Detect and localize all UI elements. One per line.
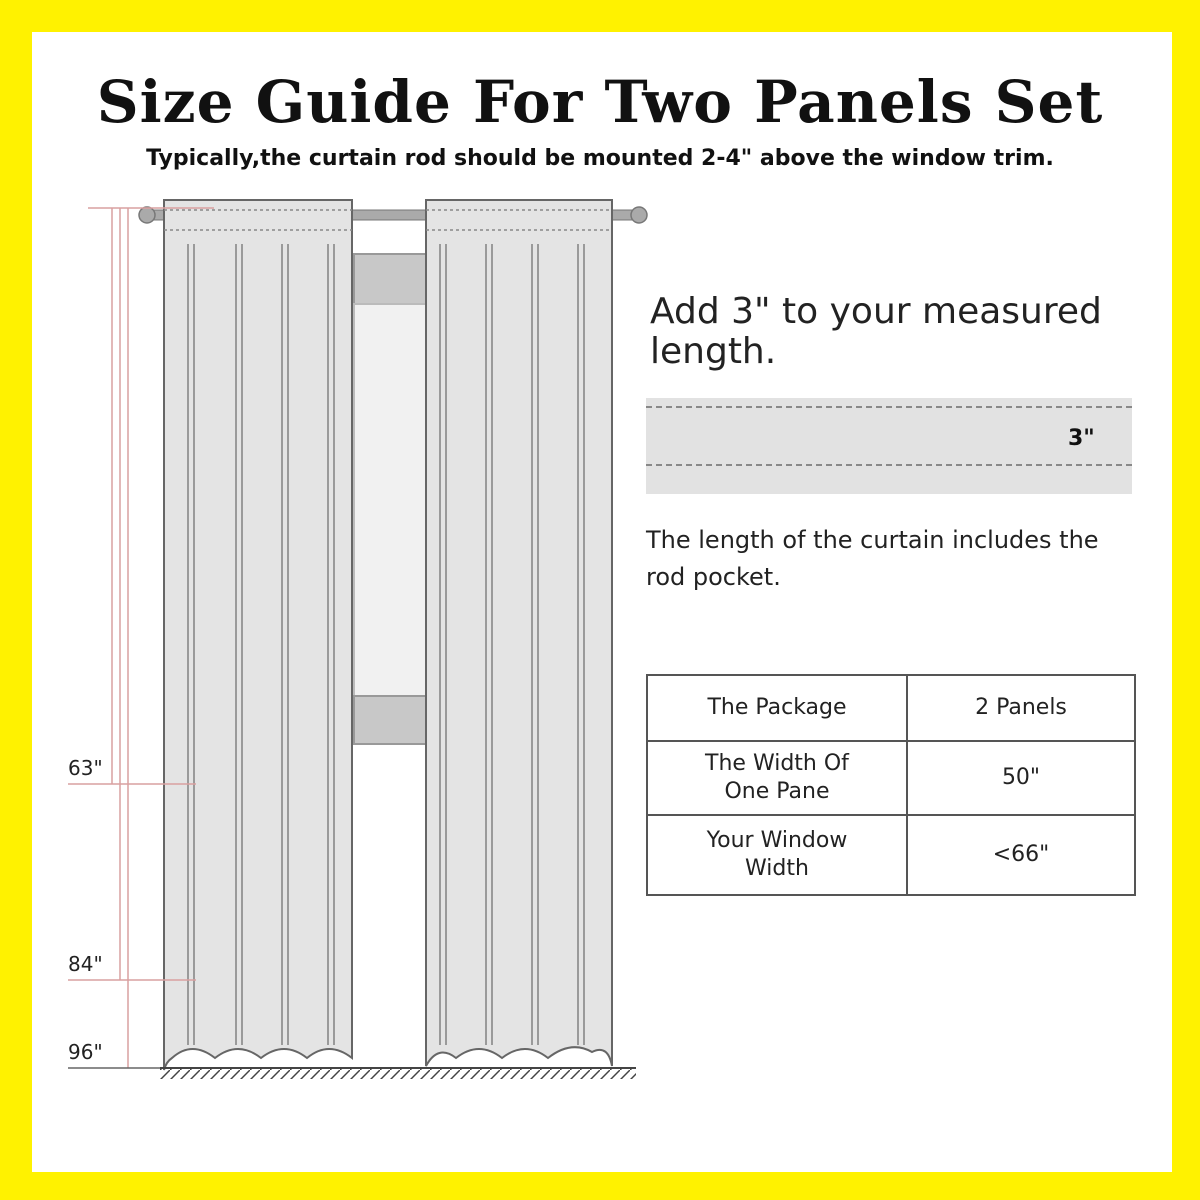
spec-label-text: The Width Of One Pane	[705, 751, 849, 804]
table-row	[647, 741, 1135, 815]
right-curtain-panel	[426, 200, 612, 1066]
floor	[160, 1068, 636, 1079]
spec-label: The Package	[647, 675, 907, 741]
rod-pocket-illustration	[646, 398, 1132, 494]
spec-value: 50"	[907, 741, 1135, 815]
pocket-size-label: 3"	[1068, 426, 1095, 451]
length-label-63: 63"	[68, 756, 103, 780]
pocket-top-stitch	[646, 406, 1132, 408]
length-note: Add 3" to your measured length.	[650, 291, 1102, 372]
spec-label	[647, 815, 907, 895]
pocket-bottom-stitch	[646, 464, 1132, 466]
spec-label	[647, 741, 907, 815]
spec-table	[646, 674, 1136, 896]
length-label-84: 84"	[68, 952, 103, 976]
left-curtain-panel	[164, 200, 352, 1070]
page-title: Size Guide For Two Panels Set	[96, 68, 1104, 136]
length-label-96: 96"	[68, 1040, 103, 1064]
table-row	[647, 815, 1135, 895]
table-row	[647, 675, 1135, 741]
page-subtitle: Typically,the curtain rod should be mounted 2-4" above the window trim.	[146, 146, 1054, 171]
spec-label-text: Your Window Width	[706, 828, 848, 881]
window	[354, 254, 426, 744]
pocket-note: The length of the curtain includes the rod pocket.	[646, 526, 1099, 591]
spec-value: <66"	[907, 815, 1135, 895]
spec-value: 2 Panels	[907, 675, 1135, 741]
